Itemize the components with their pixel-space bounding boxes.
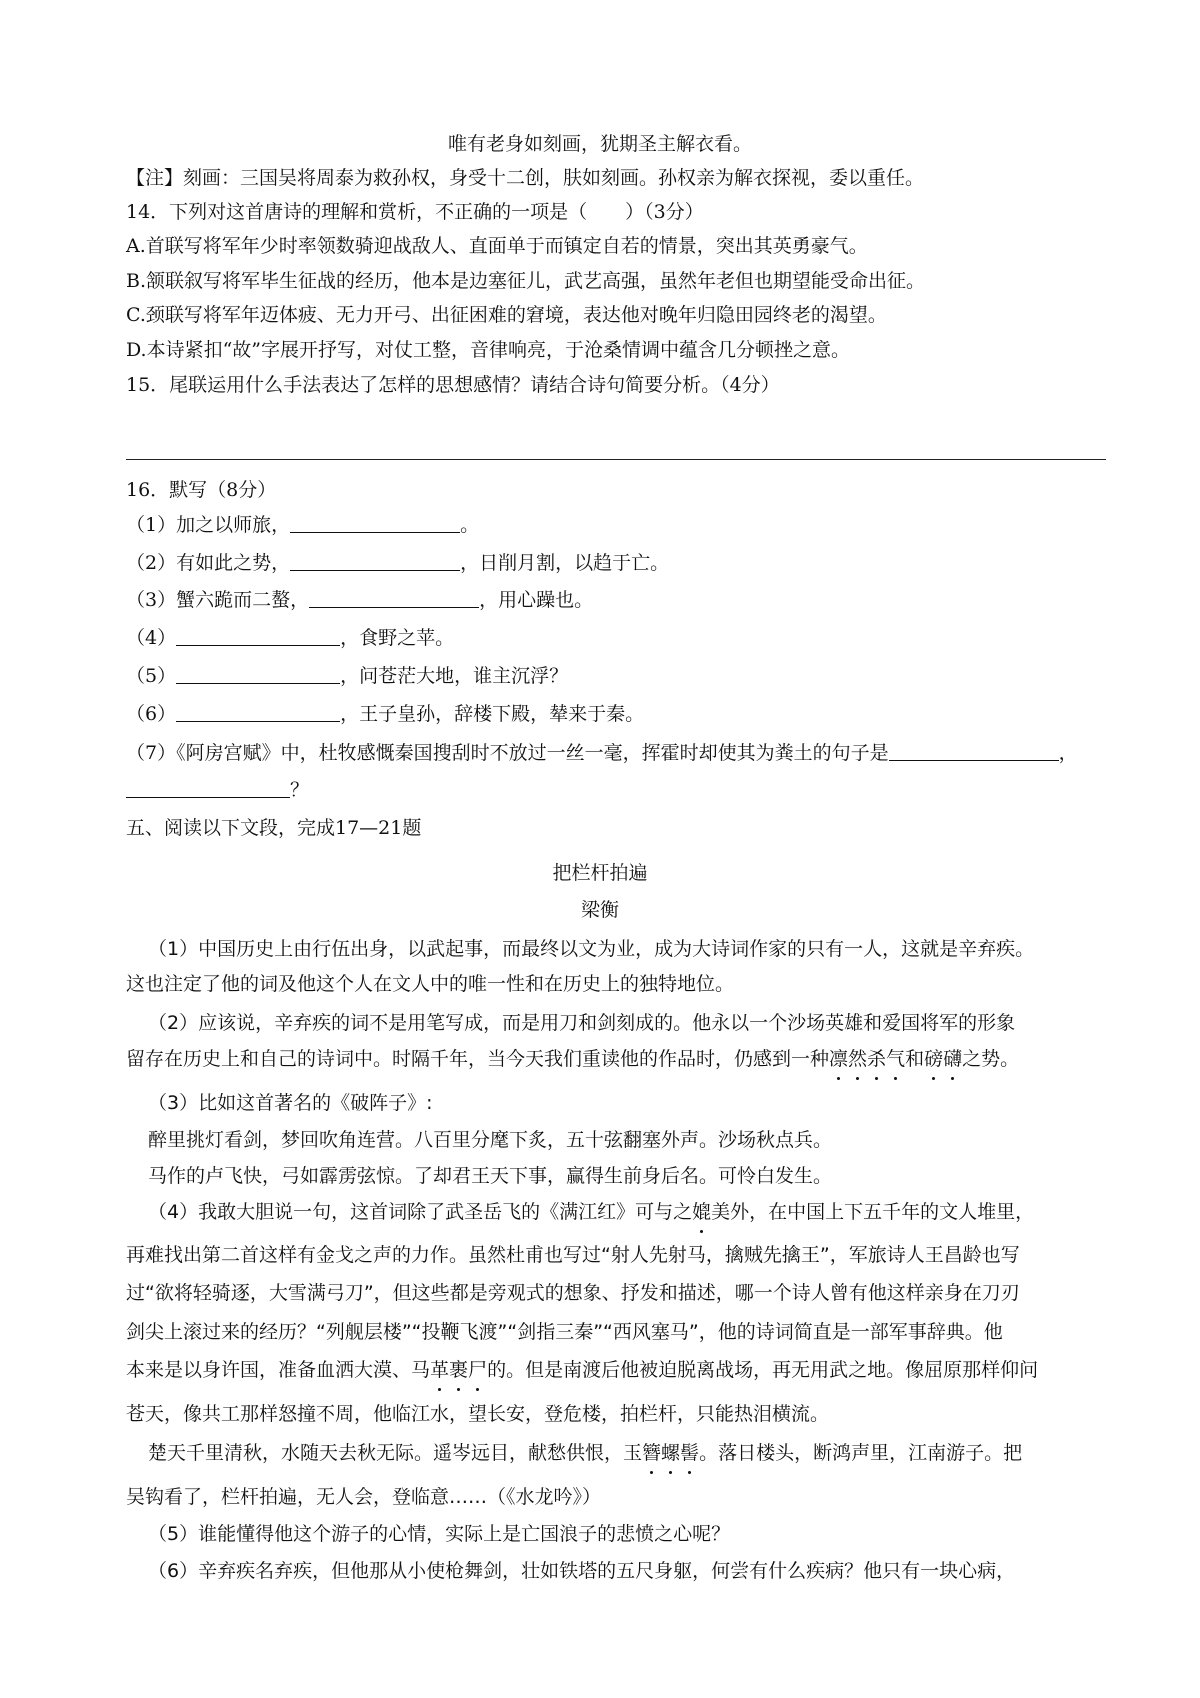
- emphasis-dot-char: 礴: [943, 1048, 963, 1070]
- paragraph-4-line-4: 剑尖上滚过来的经历？“列舰层楼”“投鞭飞渡”“剑指三秦”“西风塞马”，他的诗词简直是一部军事辞典。他: [126, 1321, 1003, 1343]
- dictation-7-comma: ，: [1058, 742, 1078, 764]
- emphasis-dot-char: 簪: [642, 1442, 662, 1464]
- dictation-item-6: [126, 701, 644, 727]
- quote-text-e: 。落日楼头，断鸿声里，江南游子。把: [699, 1442, 1023, 1464]
- dictation-item-7: [126, 740, 1078, 766]
- emphasized-char-guo: [449, 1359, 468, 1381]
- paragraph-1-line-2: 这也注定了他的词及他这个人在文人中的唯一性和在历史上的独特地位。: [126, 973, 735, 995]
- emphasis-dot-char: 媲: [692, 1201, 712, 1223]
- dictation-item-2: [126, 550, 669, 576]
- dictation-1-prompt: （1）加之以师旅，: [126, 514, 291, 536]
- question-14-option-b: B.颔联叙写将军毕生征战的经历，他本是边塞征儿，武艺高强，虽然年老但也期望能受命出征。: [126, 270, 926, 292]
- dictation-7-prompt: （7）《阿房宫赋》中，杜牧感慨秦国搜刮时不放过一丝一毫，挥霍时却使其为粪土的句子是: [126, 742, 889, 764]
- dictation-5-suffix: ，问苍茫大地，谁主沉浮？: [340, 665, 569, 687]
- section-5-heading: 五、阅读以下文段，完成17—21题: [126, 817, 422, 839]
- emphasis-dot-char: 杀: [867, 1048, 887, 1070]
- p4-text-a: （4）我敢大胆说一句，这首词除了武圣岳飞的《满江红》可与之: [148, 1201, 693, 1223]
- dictation-3-suffix: ，用心躁也。: [479, 589, 594, 611]
- poem-last-line: 唯有老身如刻画，犹期圣主解衣看。: [447, 133, 752, 155]
- poem-line-2: 马作的卢飞快，弓如霹雳弦惊。了却君王天下事，赢得生前身后名。可怜白发生。: [148, 1165, 833, 1187]
- paragraph-2-line-2: [126, 1046, 1019, 1072]
- dictation-3-prompt: （3）蟹六跪而二螯，: [126, 589, 310, 611]
- emphasis-dot-char: 气: [886, 1048, 906, 1070]
- article-title: 把栏杆拍遍: [552, 862, 648, 884]
- emphasized-char-shi: [468, 1359, 487, 1381]
- dictation-7-suffix: ？: [290, 779, 310, 801]
- dictation-4-prompt: （4）: [126, 627, 177, 649]
- emphasis-dot-char: 磅: [924, 1048, 944, 1070]
- emphasized-word-2: [924, 1048, 962, 1070]
- dictation-6-suffix: ，王子皇孙，辞楼下殿，辇来于秦。: [340, 703, 645, 725]
- paragraph-5: （5）谁能懂得他这个游子的心情，实际上是亡国浪子的悲愤之心呢？: [148, 1523, 731, 1545]
- paragraph-4-line-3: 过“欲将轻骑逐，大雪满弓刀”，但这些都是旁观式的想象、抒发和描述，哪一个诗人曾有他这样亲身在刀刃: [126, 1282, 1020, 1304]
- dictation-3-blank[interactable]: [309, 589, 479, 608]
- dictation-1-suffix: 。: [460, 514, 480, 536]
- paragraph-1-line-1: （1）中国历史上由行伍出身，以武起事，而最终以文为业，成为大诗词作家的只有一人，这就是辛弃疾。: [148, 938, 1035, 960]
- emphasized-char-luo: [661, 1442, 680, 1464]
- question-14-option-c: C.颈联写将军年迈体疲、无力开弓、出征困难的窘境，表达他对晚年归隐田园终老的渴望。: [126, 304, 887, 326]
- dictation-item-4: [126, 625, 454, 651]
- dictation-6-prompt: （6）: [126, 703, 177, 725]
- emphasis-dot-char: 革: [430, 1359, 450, 1381]
- p4-l5-text-e: 的。但是南渡后他被迫脱离战场，再无用武之地。像屈原那样仰问: [487, 1359, 1039, 1381]
- poem-line-1: 醉里挑灯看剑，梦回吹角连营。八百里分麾下炙，五十弦翻塞外声。沙场秋点兵。: [148, 1129, 833, 1151]
- question-14-option-a: A.首联写将军年少时率领数骑迎战敌人、直面单于而镇定自若的情景，突出其英勇豪气。: [126, 235, 868, 257]
- paragraph-3: （3）比如这首著名的《破阵子》:: [148, 1092, 433, 1114]
- emphasis-dot-char: 螺: [661, 1442, 681, 1464]
- paragraph-4-line-1: [148, 1199, 1034, 1225]
- paragraph-2-line-1: （2）应该说，辛弃疾的词不是用笔写成，而是用刀和剑刻成的。他永以一个沙场英雄和爱国将军的形象: [148, 1012, 1016, 1034]
- dictation-2-blank[interactable]: [290, 552, 460, 571]
- dictation-2-prompt: （2）有如此之势，: [126, 552, 291, 574]
- paragraph-4-line-5: [126, 1357, 1038, 1383]
- dictation-6-blank[interactable]: [176, 703, 340, 722]
- quoted-poem-line-1: [148, 1440, 1022, 1466]
- emphasis-dot-char: 髻: [680, 1442, 700, 1464]
- p2-connector: 和: [905, 1048, 925, 1070]
- p4-l5-text-a: 本来是以身许国，准备血洒大漠、马: [126, 1359, 431, 1381]
- question-14-option-d: D.本诗紧扣“故”字展开抒写，对仗工整，音律响亮，于沧桑情调中蕴含几分顿挫之意。: [126, 339, 851, 361]
- dictation-item-7-cont: [126, 777, 309, 803]
- emphasis-dot-char: 尸: [468, 1359, 488, 1381]
- dictation-5-blank[interactable]: [176, 665, 340, 684]
- dictation-item-1: [126, 512, 479, 538]
- question-14-stem: 14．下列对这首唐诗的理解和赏析，不正确的一项是（ ）（3分）: [126, 201, 704, 223]
- poem-note: 【注】刻画：三国吴将周泰为救孙权，身受十二创，肤如刻画。孙权亲为解衣探视，委以重任。: [126, 167, 925, 189]
- emphasized-char-ge: [430, 1359, 449, 1381]
- p2-text: 留存在历史上和自己的诗词中。时隔千年，当今天我们重读他的作品时，仍感到一种: [126, 1048, 830, 1070]
- quote-text-a: 楚天千里清秋，水随天去秋无际。遥岑远目，献愁供恨，玉: [148, 1442, 643, 1464]
- p4-text-c: 美外，在中国上下五千年的文人堆里，: [711, 1201, 1035, 1223]
- dictation-1-blank[interactable]: [290, 514, 460, 533]
- emphasized-char-zan: [642, 1442, 661, 1464]
- p2-tail: 之势。: [962, 1048, 1020, 1070]
- dictation-4-blank[interactable]: [176, 627, 340, 646]
- dictation-item-5: [126, 663, 568, 689]
- dictation-item-3: [126, 587, 593, 613]
- answer-line: [126, 459, 1106, 460]
- paragraph-4-line-6: 苍天，像共工那样怒撞不周，他临江水，望长安，登危楼，拍栏杆，只能热泪横流。: [126, 1403, 830, 1425]
- emphasis-dot-char: 裹: [449, 1359, 469, 1381]
- dictation-2-suffix: ，日削月割，以趋于亡。: [460, 552, 670, 574]
- dictation-5-prompt: （5）: [126, 665, 177, 687]
- quoted-poem-line-2: 吴钩看了，栏杆拍遍，无人会，登临意……（《水龙吟》）: [126, 1486, 602, 1508]
- emphasis-dot-char: 然: [848, 1048, 868, 1070]
- question-16-title: 16．默写（8分）: [126, 479, 277, 501]
- emphasized-char-ji: [680, 1442, 699, 1464]
- dictation-7-blank-1[interactable]: [889, 742, 1059, 761]
- dictation-4-suffix: ，食野之苹。: [340, 627, 455, 649]
- emphasized-word-1: [829, 1048, 905, 1070]
- emphasis-dot-char: 凛: [829, 1048, 849, 1070]
- paragraph-4-line-2: 再难找出第二首这样有金戈之声的力作。虽然杜甫也写过“射人先射马，擒贼先擒王”，军旅诗人王昌龄也写: [126, 1244, 1020, 1266]
- article-author: 梁衡: [580, 899, 619, 921]
- emphasized-char-pi: [692, 1201, 711, 1223]
- paragraph-6-line-1: （6）辛弃疾名弃疾，但他那从小使枪舞剑，壮如铁塔的五尺身躯，何尝有什么疾病？他只有一块心病，: [148, 1560, 1016, 1582]
- question-15-stem: 15．尾联运用什么手法表达了怎样的思想感情？请结合诗句简要分析。（4分）: [126, 374, 780, 396]
- dictation-7-blank-2[interactable]: [126, 779, 290, 798]
